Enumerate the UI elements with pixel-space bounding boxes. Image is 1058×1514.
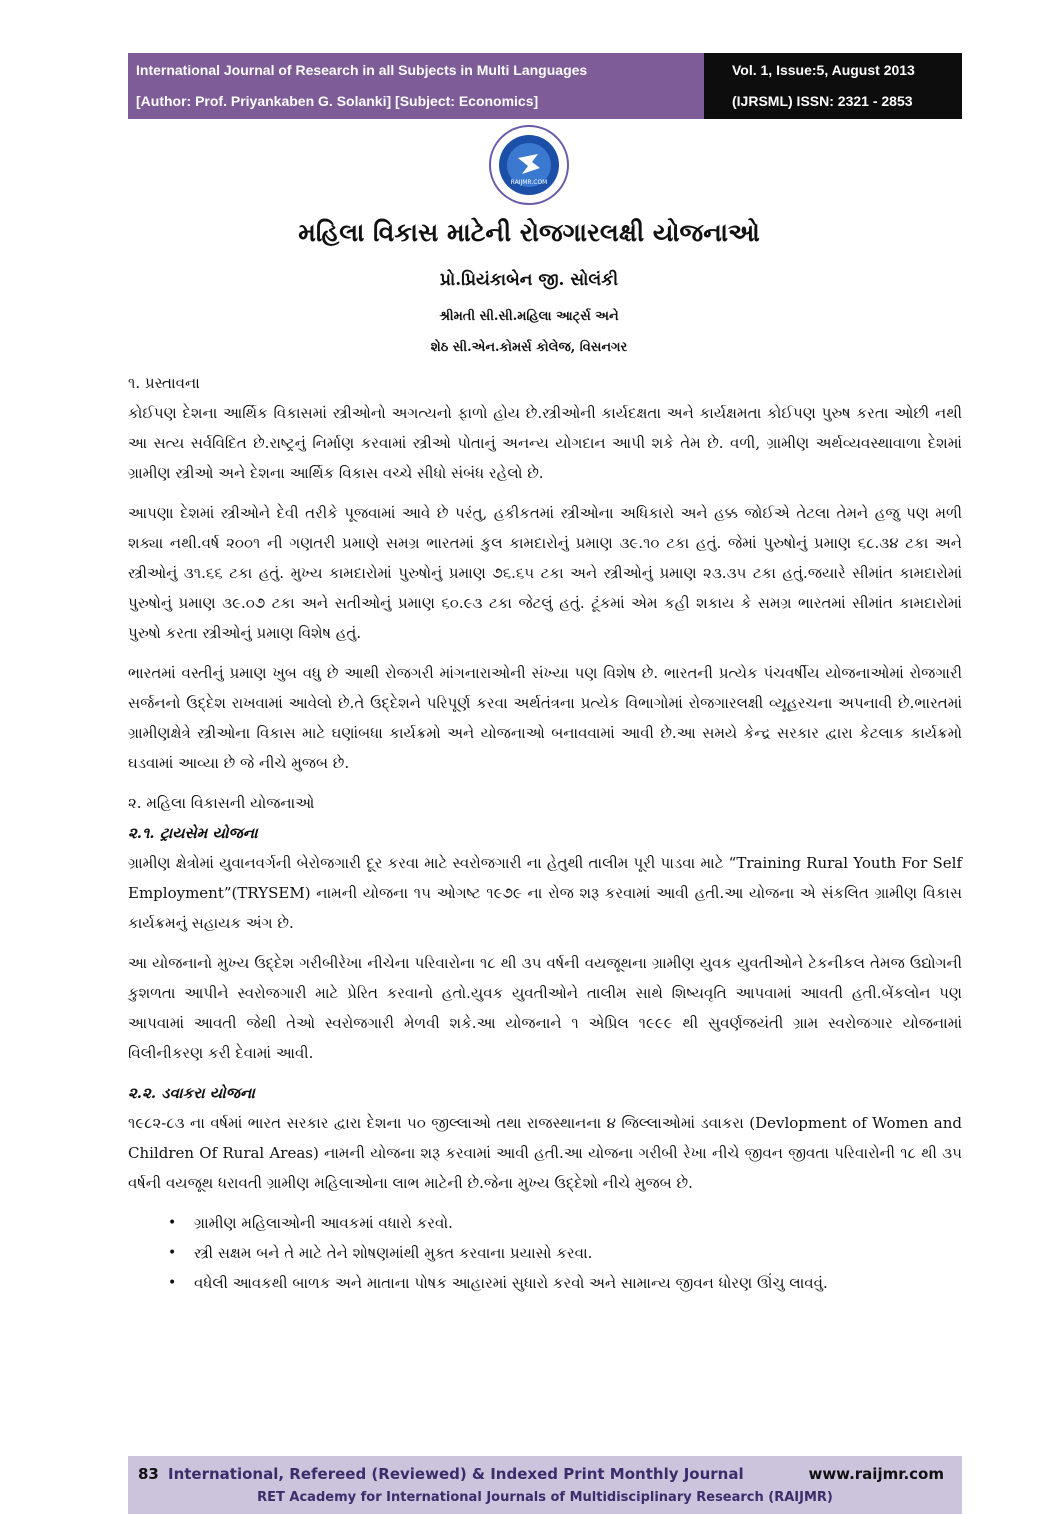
list-item: • ગ્રામીણ મહિલાઓની આવકમાં વધારો કરવો.	[168, 1208, 962, 1238]
bullet-icon: •	[168, 1215, 177, 1231]
affiliation-line-1: શ્રીમતી સી.સી.મહિલા આર્ટ્સ અને	[439, 309, 619, 324]
affiliation-line-2: શેઠ સી.એન.કોમર્સ કોલેજ, વિસનગર	[430, 340, 628, 355]
page-number: 83	[138, 1465, 159, 1483]
list-item: • સ્ત્રી સક્ષમ બને તે માટે તેને શોષણમાંથી મુક્ત કરવાના પ્રયાસો કરવા.	[168, 1238, 962, 1268]
paper-title: મહિલા વિકાસ માટેની રોજગારલક્ષી યોજનાઓ	[298, 218, 760, 247]
author-subject: [Author: Prof. Priyankaben G. Solanki] [Subject: Economics]	[136, 93, 539, 109]
footer-publisher: RET Academy for International Journals of Multidisciplinary Research (RAIJMR)	[257, 1490, 833, 1505]
subsection-heading-dwcra: ૨.૨. ડવાકરા યોજના	[128, 1084, 255, 1102]
footer-journal-type: International, Refereed (Reviewed) & Indexed Print Monthly Journal	[168, 1465, 744, 1483]
subsection-heading-trysem: ૨.૧. ટ્રાયસેમ યોજના	[128, 824, 258, 842]
section-heading-introduction: ૧. પ્રસ્તાવના	[128, 374, 200, 392]
issn: (IJRSML) ISSN: 2321 - 2853	[732, 93, 913, 109]
paragraph: ૧૯૮૨-૮૩ ના વર્ષમાં ભારત સરકાર દ્વારા દેશના ૫૦ જીલ્લાઓ તથા રાજસ્થાનના ૪ જિલ્લાઓમાં ડવાકરા (Devlopment of Women and Children Of Rural Areas) નામની યોજના શરૂ કરવામાં આવી હતી.આ યોજના ગરીબી રેખા નીચે જીવન જીવતા પરિવારોની ૧૮ થી ૩૫ વર્ષની વયજૂથ ધરાવતી ગ્રામીણ મહિલાઓના લાભ માટેની છે.જેના મુખ્ય ઉદ્દેશો નીચે મુજબ છે.	[128, 1114, 962, 1192]
paper-body	[128, 368, 962, 1298]
paragraph: આપણા દેશમાં સ્ત્રીઓને દેવી તરીકે પૂજવામાં આવે છે પરંતુ, હકીકતમાં સ્ત્રીઓના અધિકારો અને હક્ક જોઈએ તેટલા તેમને હજુ પણ મળી શક્યા નથી.વર્ષ ૨૦૦૧ ની ગણતરી પ્રમાણે સમગ્ર ભારતમાં કુલ કામદારોનું પ્રમાણ ૩૯.૧૦ ટકા હતું. જેમાં પુરુષોનું પ્રમાણ ૬૮.૩૪ ટકા અને સ્ત્રીઓનું ૩૧.૬૬ ટકા હતું. મુખ્ય કામદારોમાં પુરુષોનું પ્રમાણ ૭૬.૬૫ ટકા અને સ્ત્રીઓનું પ્રમાણ ૨૩.૩૫ ટકા હતું.જયારે સીમાંત કામદારોમાં પુરુષોનું પ્રમાણ ૩૯.૦૭ ટકા અને સતીઓનું પ્રમાણ ૬૦.૯૩ ટકા જેટલું હતું. ટૂંકમાં એમ કહી શકાય કે સમગ્ર ભારતમાં સીમાંત કામદારોમાં પુરુષો કરતા સ્ત્રીઓનું પ્રમાણ વિશેષ હતું.	[128, 504, 962, 642]
footer-url: www.raijmr.com	[808, 1465, 944, 1483]
journal-seal-icon	[488, 124, 570, 206]
section-heading-schemes: ૨. મહિલા વિકાસની યોજનાઓ	[128, 794, 315, 812]
journal-footer	[128, 1456, 962, 1514]
objectives-list	[128, 1208, 962, 1298]
paragraph: ગ્રામીણ ક્ષેત્રોમાં યુવાનવર્ગની બેરોજગારી દૂર કરવા માટે સ્વરોજગારી ના હેતુથી તાલીમ પૂરી પાડવા માટે “Training Rural Youth For Self Employment”(TRYSEM) નામની યોજના ૧૫ ઓગષ્ટ ૧૯૭૯ ના રોજ શરૂ કરવામાં આવી હતી.આ યોજના એ સંકલિત ગ્રામીણ વિકાસ કાર્યક્રમનું સહાયક અંગ છે.	[128, 854, 962, 932]
volume-issue: Vol. 1, Issue:5, August 2013	[732, 62, 915, 78]
header-right-band	[704, 53, 962, 119]
journal-header	[128, 53, 962, 119]
paper-author: પ્રો.પ્રિયંકાબેન જી. સોલંકી	[439, 270, 619, 290]
header-left-band	[128, 53, 704, 119]
paragraph: આ યોજનાનો મુખ્ય ઉદ્દેશ ગરીબીરેખા નીચેના પરિવારોના ૧૮ થી ૩૫ વર્ષની વયજૂથના ગ્રામીણ યુવક યુવતીઓને ટેકનીકલ તેમજ ઉદ્યોગની કુશળતા આપીને સ્વરોજગારી માટે પ્રેરિત કરવાનો હતો.યુવક યુવતીઓને તાલીમ સાથે શિષ્યવૃતિ આપવામાં આવતી હતી.બેંકલોન પણ આપવામાં આવતી જેથી તેઓ સ્વરોજગારી મેળવી શકે.આ યોજનાને ૧ એપ્રિલ ૧૯૯૯ થી સુવર્ણજયંતી ગ્રામ સ્વરોજગાર યોજનામાં વિલીનીકરણ કરી દેવામાં આવી.	[128, 954, 962, 1062]
logo-text: RAIJMR.COM	[510, 179, 548, 186]
paragraph: ભારતમાં વસ્તીનું પ્રમાણ ખુબ વધુ છે આથી રોજગરી માંગનારાઓની સંખ્યા પણ વિશેષ છે. ભારતની પ્રત્યેક પંચવર્ષીય યોજનાઓમાં રોજગારી સર્જનનો ઉદ્દેશ રાખવામાં આવેલો છે.તે ઉદ્દેશને પરિપૂર્ણ કરવા અર્થતંત્રના પ્રત્યેક વિભાગોમાં રોજગારલક્ષી વ્યૂહરચના અપનાવી છે.ભારતમાં ગ્રામીણક્ષેત્રે સ્ત્રીઓના વિકાસ માટે ઘણાંબધા કાર્યક્રમો અને યોજનાઓ બનાવવામાં આવી છે.આ સમયે કેન્દ્ર સરકાર દ્વારા કેટલાક કાર્યક્રમો ઘડવામાં આવ્યા છે જે નીચે મુજબ છે.	[128, 664, 962, 772]
list-item: • વધેલી આવકથી બાળક અને માતાના પોષક આહારમાં સુધારો કરવો અને સામાન્ય જીવન ધોરણ ઊંચુ લાવવું.	[168, 1268, 962, 1298]
bullet-icon: •	[168, 1275, 177, 1291]
bullet-icon: •	[168, 1245, 177, 1261]
journal-name: International Journal of Research in all Subjects in Multi Languages	[136, 62, 588, 78]
paragraph: કોઈપણ દેશના આર્થિક વિકાસમાં સ્ત્રીઓનો અગત્યનો ફાળો હોય છે.સ્ત્રીઓની કાર્યદક્ષતા અને કાર્યક્ષમતા કોઈપણ પુરુષ કરતા ઓછી નથી આ સત્ય સર્વવિદિત છે.રાષ્ટ્રનું નિર્માણ કરવામાં સ્ત્રીઓ પોતાનું અનન્ય યોગદાન આપી શકે તેમ છે. વળી, ગ્રામીણ અર્થવ્યવસ્થાવાળા દેશમાં ગ્રામીણ સ્ત્રીઓ અને દેશના આર્થિક વિકાસ વચ્ચે સીધો સંબંધ રહેલો છે.	[128, 404, 962, 482]
